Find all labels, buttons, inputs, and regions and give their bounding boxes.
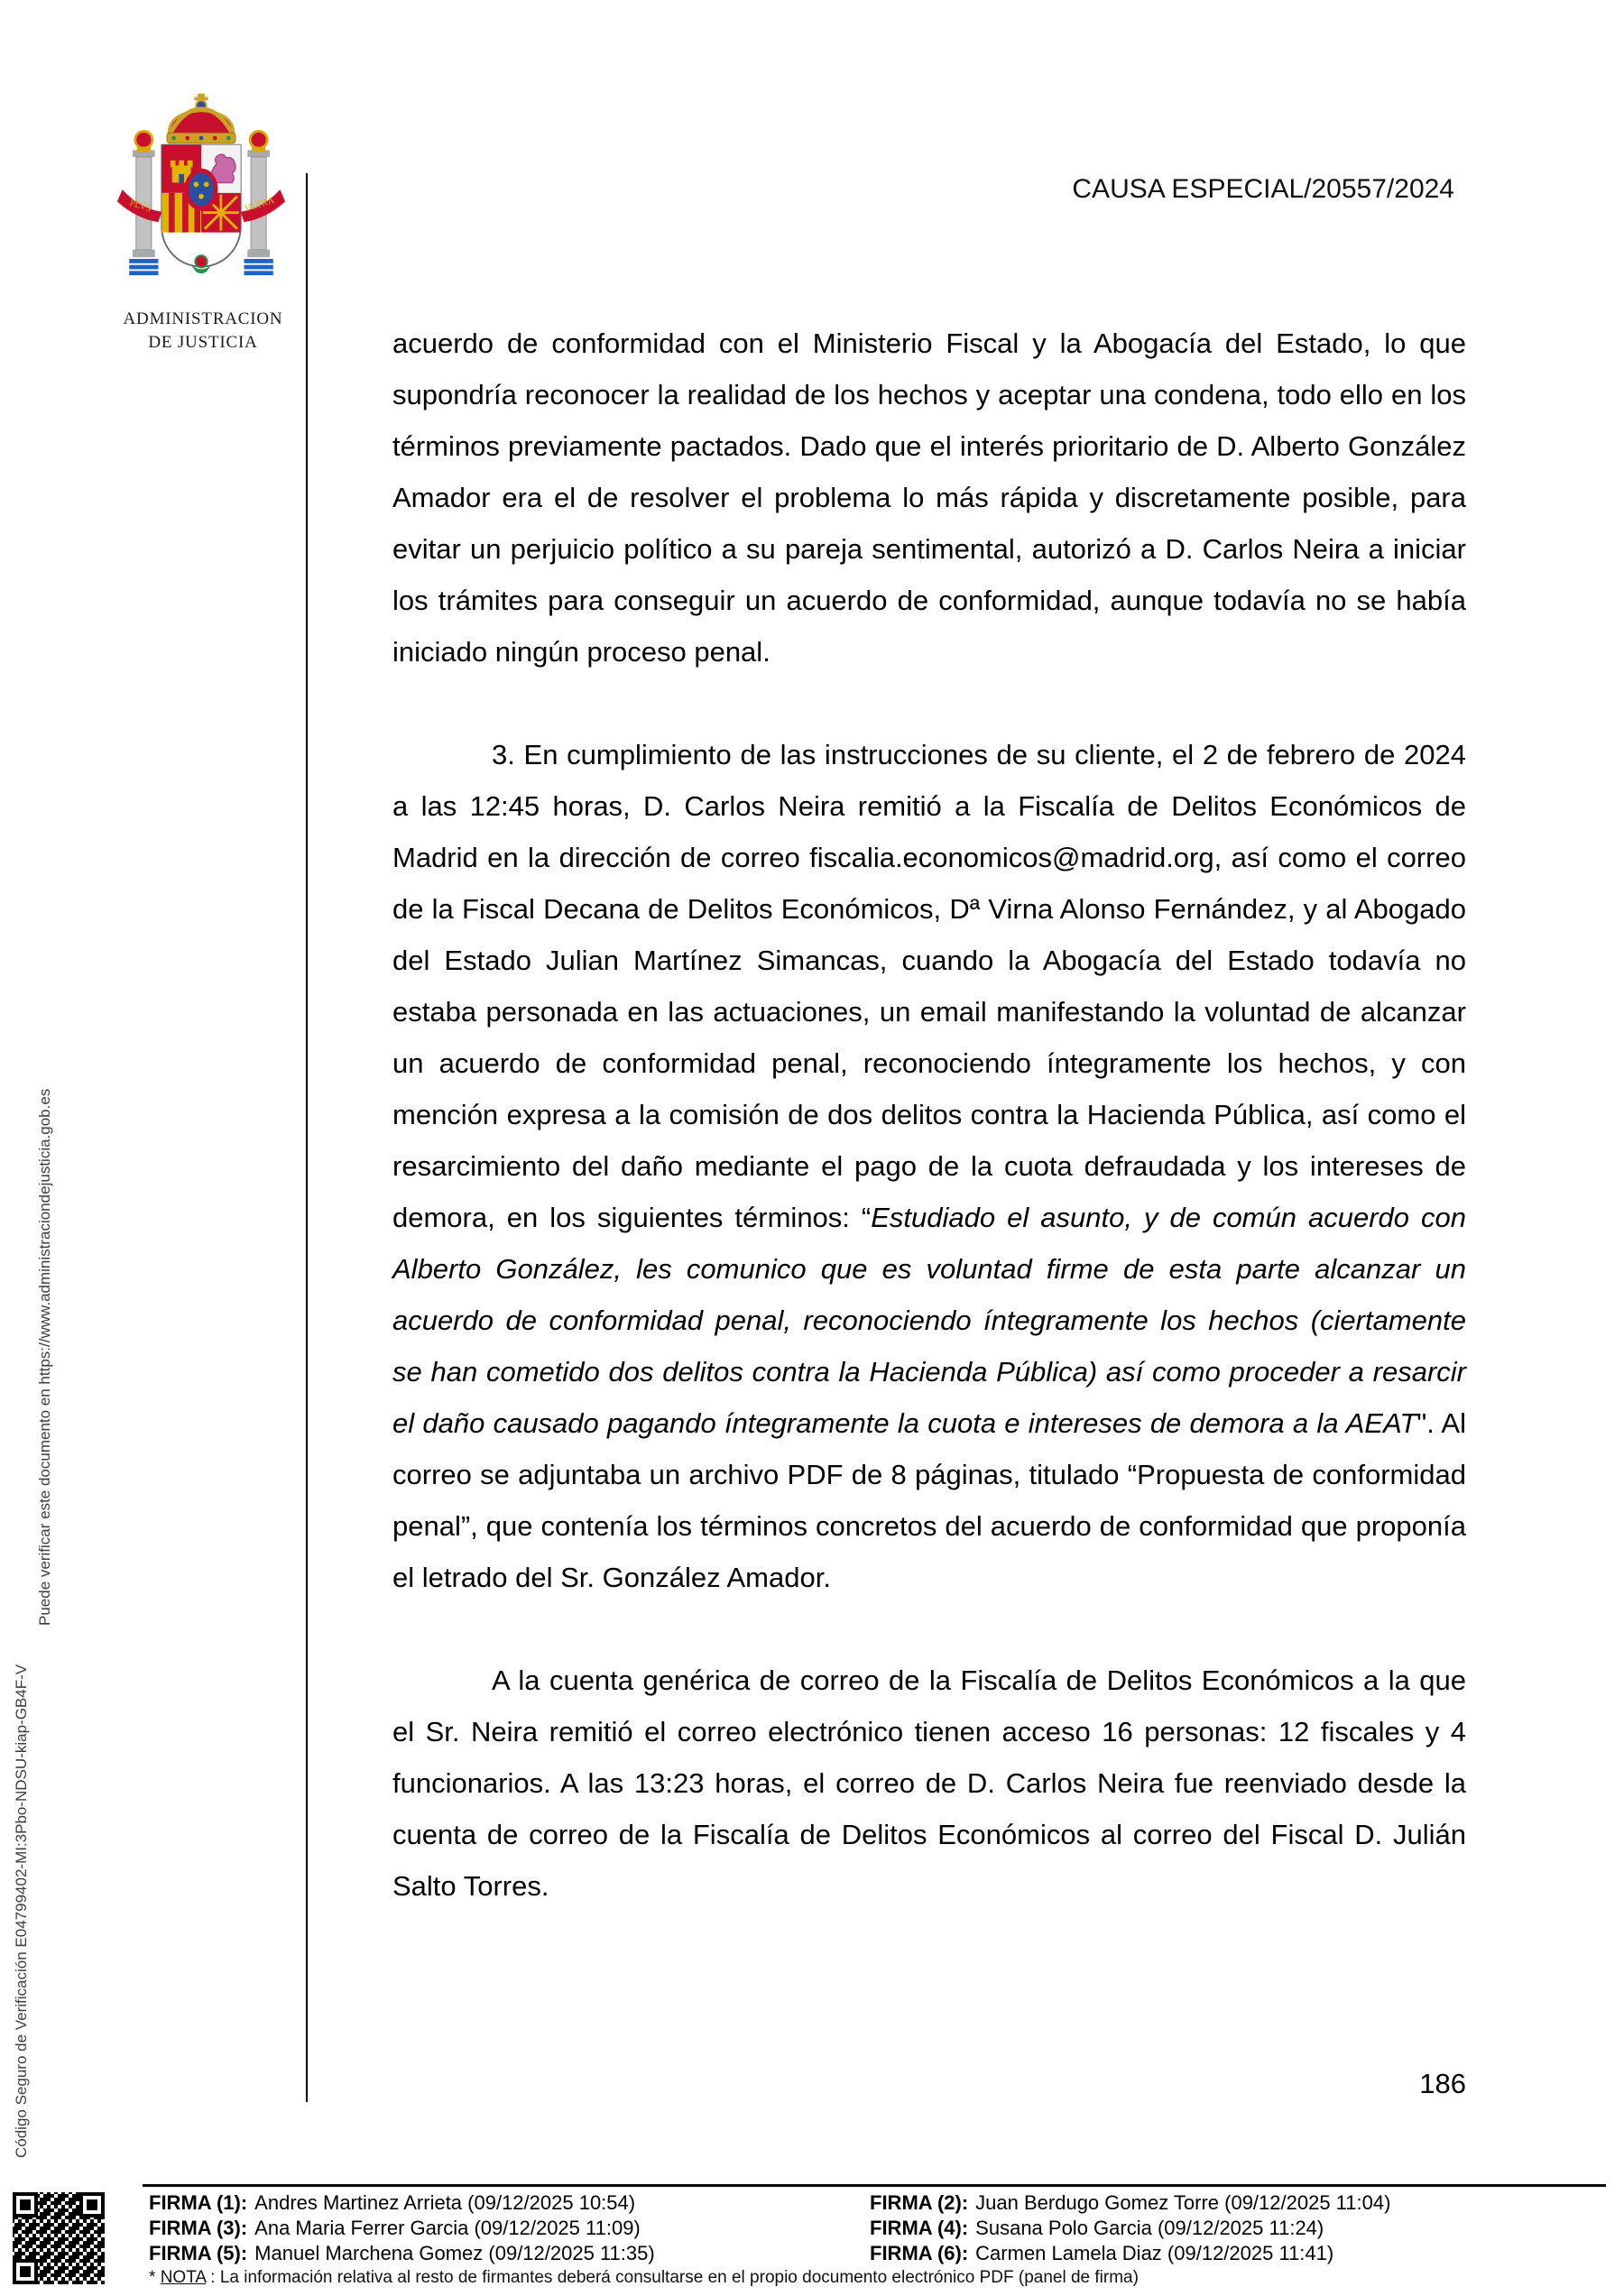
shield [161,145,240,273]
signature-1-label: FIRMA (1): [149,2191,248,2214]
paragraph-2 [392,729,1466,1603]
org-caption [77,308,329,355]
signature-row-3 [149,2218,655,2238]
motto-plus: PLVS [128,198,153,215]
signature-row-5 [149,2244,655,2264]
signature-1-value: Andres Martinez Arrieta (09/12/2025 10:54) [254,2191,636,2214]
paragraph-2-text: 3. En cumplimiento de las instrucciones de su cliente, el 2 de febrero de 2024 a las 12:45 horas, D. Carlos Neira remitió a la Fiscalía de Delitos Económicos de Madrid en la dirección de correo fiscalia.economicos@madrid.org, así como el correo de la Fiscal Decana de Delitos Económicos, Dª Virna Alonso Fernández, y al Abogado del Estado Julian Martínez Simancas, cuando la Abogacía del Estado todavía no estaba personada en las actuaciones, un email manifestando la voluntad de alcanzar un acuerdo de conformidad penal, reconociendo íntegramente los hechos, y con mención expresa a la comisión de dos delitos contra la Hacienda Pública, así como el resarcimiento del daño mediante el pago de la cuota defraudada y los intereses de demora, en los siguientes términos: “ [392,739,1466,1233]
org-line2: DE JUSTICIA [148,333,258,352]
signature-3-label: FIRMA (3): [149,2217,248,2239]
qr-code [11,2190,106,2286]
margin-divider-line [306,173,308,2102]
signature-column-right [870,2193,1390,2269]
paragraph-1 [392,318,1466,678]
signature-4-value: Susana Polo Garcia (09/12/2025 11:24) [975,2217,1324,2239]
motto-vltra: VLTRA [243,195,276,215]
signature-row-2 [870,2193,1390,2213]
signature-2-label: FIRMA (2): [870,2191,969,2214]
signature-6-value: Carmen Lamela Diaz (09/12/2025 11:41) [975,2242,1334,2264]
signature-row-6 [870,2244,1390,2264]
paragraph-1-text: acuerdo de conformidad con el Ministerio Fiscal y la Abogacía del Estado, lo que supondría reconocer la realidad de los hechos y aceptar una condena, todo ello en los términos previamente pactados. Dado que el interés prioritario de D. Alberto González Amador era el de resolver el problema lo más rápida y discretamente posible, para evitar un perjuicio político a su pareja sentimental, autorizó a D. Carlos Neira a iniciar los trámites para conseguir un acuerdo de conformidad, aunque todavía no se había iniciado ningún proceso penal. [392,327,1466,668]
signature-4-label: FIRMA (4): [870,2217,969,2239]
note-text: : La información relativa al resto de firmantes deberá consultarse en el propio documento electrónico PDF (panel de firma) [206,2268,1139,2287]
secure-verification-code: Código Seguro de Verificación E04799402-MI:3Pbo-NDSU-kiap-GB4F-V [13,1664,30,2158]
signature-row-4 [870,2218,1390,2238]
case-reference: CAUSA ESPECIAL/20557/2024 [1072,174,1454,204]
signature-5-value: Manuel Marchena Gomez (09/12/2025 11:35) [254,2242,655,2264]
footer-rule [143,2184,1606,2187]
signature-column-left [149,2193,655,2269]
signature-5-label: FIRMA (5): [149,2242,248,2264]
paragraph-2-quote-italic: Estudiado el asunto, y de común acuerdo con Alberto González, les comunico que es voluntad firme de esta parte alcanzar un acuerdo de conformidad penal, reconociendo íntegramente los hechos (ciertamente se han cometido dos delitos contra la Hacienda Pública) así como proceder a resarcir el daño causado pagando íntegramente la cuota e intereses de demora a la AEAT [392,1202,1466,1439]
royal-crown [167,94,235,143]
signature-row-1 [149,2193,655,2213]
page-number: 186 [1419,2068,1466,2099]
paragraph-3-text: A la cuenta genérica de correo de la Fiscalía de Delitos Económicos a la que el Sr. Neira remitió el correo electrónico tienen acceso 16 personas: 12 fiscales y 4 funcionarios. A las 13:23 horas, el correo de D. Carlos Neira fue reenviado desde la cuenta de correo de la Fiscalía de Delitos Económicos al correo del Fiscal D. Julián Salto Torres. [392,1664,1466,1902]
signature-2-value: Juan Berdugo Gomez Torre (09/12/2025 11:04) [975,2191,1391,2214]
note-label: NOTA [160,2268,207,2287]
paragraph-3 [392,1655,1466,1912]
spain-coat-of-arms [115,87,287,312]
signature-6-label: FIRMA (6): [870,2242,969,2264]
paragraph-2-text-end: ". Al correo se adjuntaba un archivo PDF de 8 páginas, titulado “Propuesta de conformidad penal”, que contenía los términos concretos del acuerdo de conformidad que proponía el letrado del Sr. González Amador. [392,1407,1466,1593]
signature-3-value: Ana Maria Ferrer Garcia (09/12/2025 11:09) [254,2217,641,2239]
verification-url-text: Puede verificar este documento en https://www.administraciondejusticia.gob.es [36,1088,53,1626]
document-body [392,318,1466,1912]
signature-note [149,2268,1139,2288]
note-star: * [149,2268,161,2287]
org-line1: ADMINISTRACION [123,309,283,328]
